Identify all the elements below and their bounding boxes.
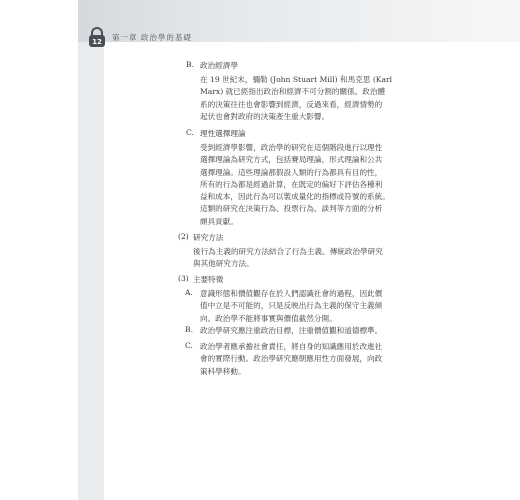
section-b-title: 政治經濟學: [200, 61, 238, 70]
section-3-item-c-body: [200, 341, 415, 378]
section-3-item-c-marker: C.: [185, 341, 193, 350]
section-c-line: 選擇理論。這些理論都假設人類的行為都具有目的性，: [200, 167, 383, 177]
section-b-body: [200, 74, 415, 123]
section-3-item-a-line: 意識形態和價值觀存在於人們認識社會的過程，因此價: [200, 289, 383, 298]
section-3-item-a-body: [200, 288, 415, 325]
section-3-item-b-line: 政治學研究應注重政治目標，注重價值觀和道德標準。: [200, 326, 383, 335]
section-3-item-a-marker: A.: [185, 288, 193, 297]
section-b-line: 系的決策往往也會影響到經濟，反過來看，經濟情勢的: [200, 99, 383, 109]
section-c-line: 所有的行為都是經過計算，在既定的偏好下評估各種利: [200, 179, 383, 189]
section-3-title: 主要特徵: [193, 275, 224, 284]
section-c-marker: C.: [186, 128, 194, 137]
section-c-title: 理性選擇理論: [200, 129, 246, 138]
section-c-line: 選擇理論為研究方式，包括賽局理論、形式理論和公共: [200, 155, 383, 165]
section-2-line: 後行為主義的研究方法結合了行為主義、傳統政治學研究: [193, 247, 383, 256]
section-b-line: 在 19 世紀末，彌勒 (John Stuart Mill) 和馬克思 (Karl: [200, 75, 393, 84]
section-3-item-c-line: 策科學移動。: [200, 366, 246, 376]
section-3-item-b-body: [200, 325, 415, 337]
chapter-title: 第一章 政治學的基礎: [112, 33, 192, 42]
section-c-line: 受到經濟學影響，政治學的研究在這個階段進行以理性: [200, 143, 383, 152]
section-b-line: 起伏也會對政府的決策產生重大影響。: [200, 111, 330, 121]
section-2-title: 研究方法: [193, 233, 224, 242]
section-2-line: 與其他研究方法。: [193, 259, 254, 269]
section-3-item-c-line: 政治學者應承擔社會責任，將自身的知識應用於改進社: [200, 342, 383, 351]
section-c-line: 這類的研究在決策行為、投票行為、談判等方面的分析: [200, 204, 383, 214]
section-c-line: 頗具貢獻。: [200, 216, 238, 226]
chapter-lock-badge-icon: [86, 26, 108, 48]
section-c-body: [200, 142, 415, 228]
section-b-marker: B.: [186, 60, 194, 69]
section-c-line: 益和成本，因此行為可以製成量化的指標或符號的系統。: [200, 192, 390, 202]
section-3-item-a-line: 值中立是不可能的，只是反映出行為主義的保守主義傾: [200, 301, 383, 311]
section-b-line: Marx) 就已經指出政治和經濟不可分割的關係。政治體: [200, 87, 386, 97]
section-3-item-a-line: 向。政治學不能將事實與價值截然分開。: [200, 313, 337, 323]
section-2-body: [193, 246, 418, 271]
badge-number: 12: [92, 38, 102, 46]
section-2-marker: (2): [178, 232, 189, 241]
page-side-band: [78, 0, 104, 500]
section-3-marker: (3): [178, 274, 189, 283]
section-3-item-b-marker: B.: [185, 325, 193, 334]
section-3-item-c-line: 會的實際行動。政治學研究應朝應用性方面發展，向政: [200, 354, 383, 364]
